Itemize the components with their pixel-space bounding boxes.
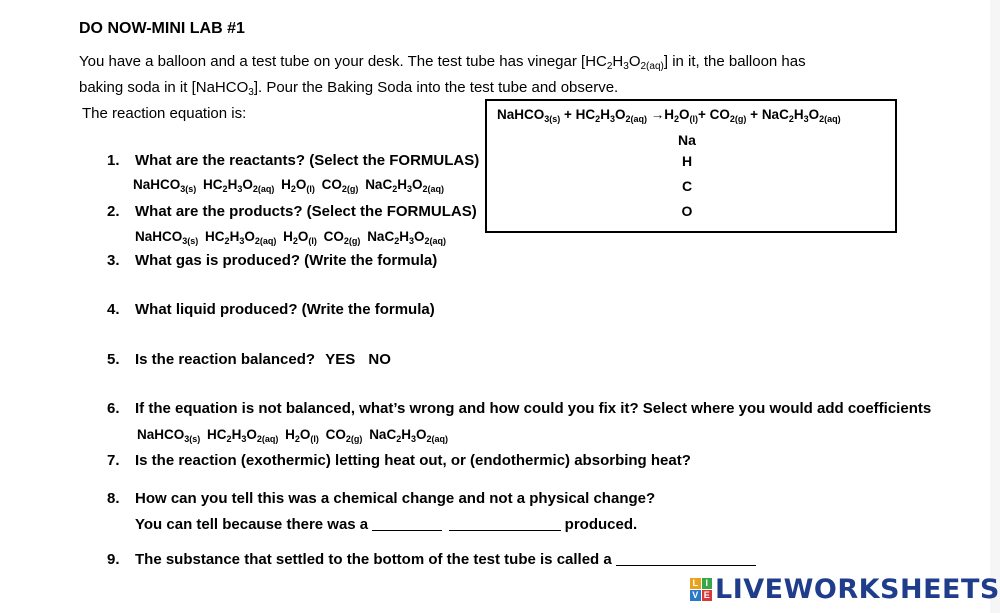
q1-formula-options (133, 177, 447, 193)
q5-no-option[interactable]: NO (368, 351, 391, 368)
reaction-label: The reaction equation is: (82, 105, 247, 122)
q2-option-h2o[interactable]: $H_2O_{(l)}$ (283, 229, 317, 246)
q6-option-co2[interactable]: $CO_{2(g)}$ (325, 427, 363, 444)
element-h: H (681, 153, 693, 169)
question-9: 9. The substance that settled to the bottom of the test tube is called a (107, 550, 756, 569)
q5-yes-option[interactable]: YES (325, 351, 356, 368)
q6-option-nahco3[interactable]: NaHCO$_{3(s)}$ (137, 427, 201, 444)
question-3: 3. What gas is produced? (Write the formula) (107, 252, 438, 269)
question-1: 1. What are the reactants? (Select the FORMULAS) (107, 152, 480, 169)
q1-option-hc2h3o2[interactable]: $HC_2H_3O_{2(aq)}$ (203, 177, 275, 194)
question-8: 8. How can you tell this was a chemical change and not a physical change? (107, 490, 656, 507)
q2-option-nahco3[interactable]: NaHCO$_{3(s)}$ (135, 229, 199, 246)
element-o: O (681, 203, 693, 219)
q8-answer-line: You can tell because there was a produced. (135, 516, 638, 533)
q1-option-nac2h3o2[interactable]: $NaC_2H_3O_{2(aq)}$ (365, 177, 445, 194)
q2-option-hc2h3o2[interactable]: $HC_2H_3O_{2(aq)}$ (205, 229, 277, 246)
question-4: 4. What liquid produced? (Write the formula) (107, 301, 435, 318)
liveworksheets-logo-text: LIVEWORKSHEETS (715, 573, 1000, 605)
reaction-equation: NaHCO$_{3(s)}$ + $HC_2H_3O_{2(aq)} \to H_2O_{(l)}+ CO_{2(g)} + NaC_2H_3O_{2(aq)}$ (497, 107, 841, 124)
scrollbar-track[interactable] (990, 0, 1000, 613)
question-6: 6. If the equation is not balanced, what’s wrong and how could you fix it? Select where you would add coefficients (107, 400, 932, 417)
intro-line-2: baking soda in it [NaHCO$_3$]. Pour the Baking Soda into the test tube and observe. (79, 79, 619, 98)
q9-blank[interactable] (616, 550, 756, 566)
question-7: 7. Is the reaction (exothermic) letting heat out, or (endothermic) absorbing heat? (107, 452, 691, 469)
q2-option-co2[interactable]: $CO_{2(g)}$ (323, 229, 361, 246)
q6-formula-options (137, 427, 451, 443)
q6-option-hc2h3o2[interactable]: $HC_2H_3O_{2(aq)}$ (207, 427, 279, 444)
q1-option-co2[interactable]: $CO_{2(g)}$ (321, 177, 359, 194)
q2-option-nac2h3o2[interactable]: $NaC_2H_3O_{2(aq)}$ (367, 229, 447, 246)
q6-option-nac2h3o2[interactable]: $NaC_2H_3O_{2(aq)}$ (369, 427, 449, 444)
element-c: C (681, 178, 693, 194)
question-5: 5. Is the reaction balanced? YES NO (107, 351, 391, 368)
q1-option-h2o[interactable]: $H_2O_{(l)}$ (281, 177, 315, 194)
intro-line-1: You have a balloon and a test tube on your desk. The test tube has vinegar $[HC_2H_3O_{2(aq)}]$ in it, the balloon has (79, 53, 806, 72)
q1-option-nahco3[interactable]: NaHCO$_{3(s)}$ (133, 177, 197, 194)
liveworksheets-logo-icon: L I V E (690, 578, 712, 600)
equation-box (485, 99, 897, 233)
reaction-arrow-icon: → (646, 107, 665, 122)
question-2: 2. What are the products? (Select the FORMULAS) (107, 203, 477, 220)
q2-formula-options (135, 229, 449, 245)
liveworksheets-logo (690, 574, 1000, 604)
worksheet-title: DO NOW-MINI LAB #1 (79, 20, 245, 37)
q8-blank-2[interactable] (449, 515, 561, 531)
q8-blank-1[interactable] (372, 515, 442, 531)
q6-option-h2o[interactable]: $H_2O_{(l)}$ (285, 427, 319, 444)
element-na: Na (678, 132, 696, 148)
